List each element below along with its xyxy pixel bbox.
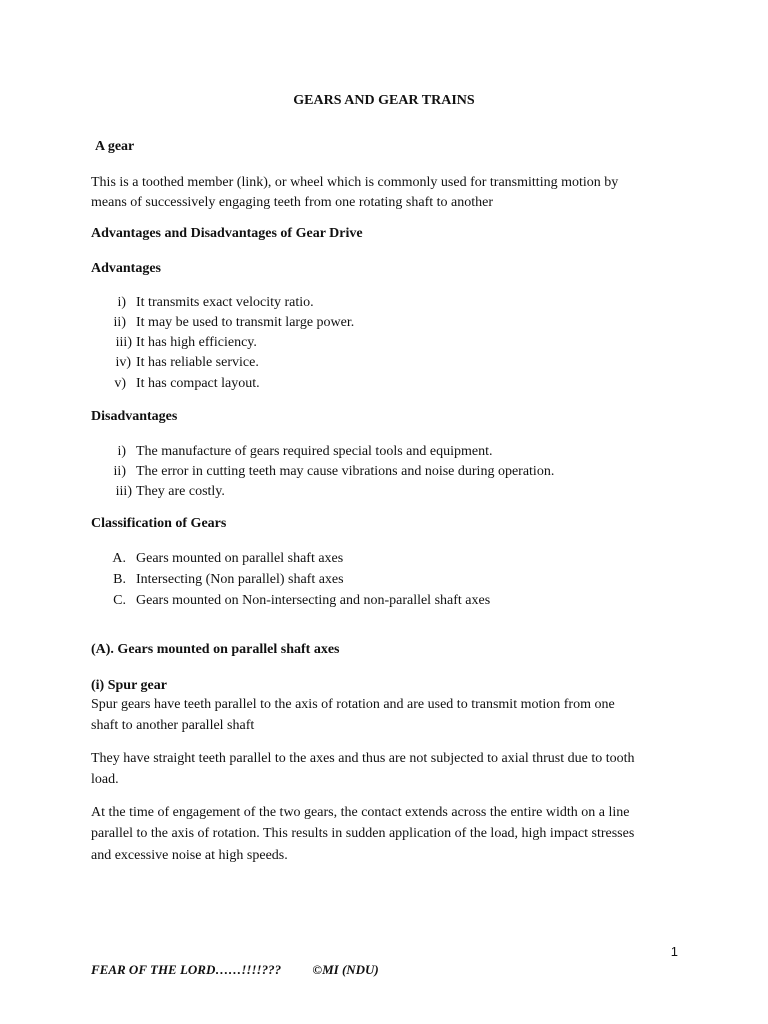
spur-gear-heading: (i) Spur gear <box>91 678 167 693</box>
footer-left-text: FEAR OF THE LORD……!!!!??? <box>91 962 282 977</box>
list-marker: ii) <box>113 315 126 330</box>
a-gear-heading: A gear <box>95 139 135 154</box>
list-item-text: Intersecting (Non parallel) shaft axes <box>136 572 344 587</box>
list-marker: v) <box>114 376 126 391</box>
list-marker: iii) <box>115 335 132 350</box>
page-number: 1 <box>670 944 678 959</box>
list-item <box>0 591 768 611</box>
list-marker: i) <box>117 295 126 310</box>
list-item <box>0 549 768 569</box>
list-marker: B. <box>113 572 126 587</box>
list-item <box>0 293 768 313</box>
list-marker: A. <box>112 551 126 566</box>
footer-copyright-text: ©MI (NDU) <box>312 962 379 977</box>
list-item <box>0 374 768 394</box>
list-item <box>0 313 768 333</box>
list-marker: C. <box>113 593 126 608</box>
list-item-text: They are costly. <box>136 484 225 499</box>
list-item <box>0 462 768 482</box>
document-title: GEARS AND GEAR TRAINS <box>293 93 475 108</box>
section-a-heading: (A). Gears mounted on parallel shaft axes <box>91 642 340 657</box>
list-item-text: It has compact layout. <box>136 376 260 391</box>
advantages-heading: Advantages <box>91 261 162 276</box>
spur-paragraph-1-line-1: Spur gears have teeth parallel to the axis of rotation and are used to transmit motion from one <box>91 697 615 712</box>
list-marker: ii) <box>113 464 126 479</box>
list-item-text: It has reliable service. <box>136 355 259 370</box>
footer <box>91 962 379 978</box>
spur-paragraph-2-line-2: load. <box>91 772 119 787</box>
list-item-text: Gears mounted on parallel shaft axes <box>136 551 344 566</box>
list-item-text: The error in cutting teeth may cause vibrations and noise during operation. <box>136 464 555 479</box>
list-item <box>0 333 768 353</box>
list-marker: i) <box>117 444 126 459</box>
list-item-text: The manufacture of gears required special tools and equipment. <box>136 444 493 459</box>
disadvantages-heading: Disadvantages <box>91 409 178 424</box>
list-item <box>0 353 768 373</box>
list-item <box>0 442 768 462</box>
spur-paragraph-3-line-2: parallel to the axis of rotation. This results in sudden application of the load, high impact stresses <box>91 826 635 841</box>
list-item-text: It has high efficiency. <box>136 335 257 350</box>
a-gear-paragraph-line-2: means of successively engaging teeth from one rotating shaft to another <box>91 195 493 210</box>
spur-paragraph-2-line-1: They have straight teeth parallel to the axes and thus are not subjected to axial thrust due to tooth <box>91 751 635 766</box>
list-marker: iv) <box>115 355 131 370</box>
list-marker: iii) <box>115 484 132 499</box>
list-item <box>0 570 768 590</box>
spur-paragraph-3-line-3: and excessive noise at high speeds. <box>91 848 288 863</box>
list-item-text: It may be used to transmit large power. <box>136 315 355 330</box>
list-item-text: It transmits exact velocity ratio. <box>136 295 314 310</box>
list-item-text: Gears mounted on Non-intersecting and non-parallel shaft axes <box>136 593 491 608</box>
spur-paragraph-1-line-2: shaft to another parallel shaft <box>91 718 255 733</box>
spur-paragraph-3-line-1: At the time of engagement of the two gears, the contact extends across the entire width on a line <box>91 805 630 820</box>
list-item <box>0 482 768 502</box>
classification-heading: Classification of Gears <box>91 516 227 531</box>
a-gear-paragraph-line-1: This is a toothed member (link), or wheel which is commonly used for transmitting motion by <box>91 175 619 190</box>
adv-disadv-heading: Advantages and Disadvantages of Gear Drive <box>91 226 363 241</box>
